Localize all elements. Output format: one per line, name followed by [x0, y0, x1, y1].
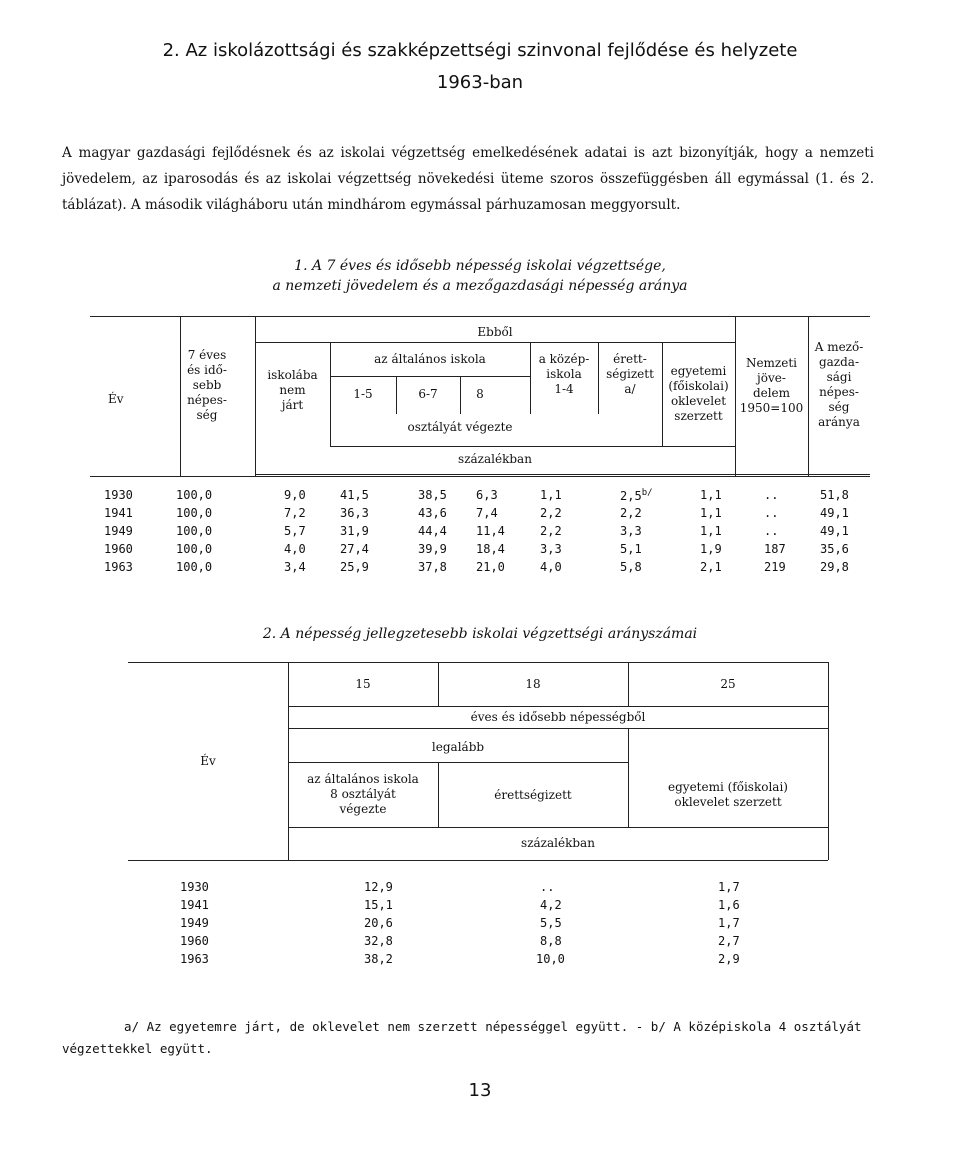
table-cell: 1930 [104, 488, 133, 502]
table-cell: 1,1 [700, 506, 722, 520]
table-cell: 37,8 [418, 560, 447, 574]
table-cell: 1941 [104, 506, 133, 520]
table-cell: 25,9 [340, 560, 369, 574]
table-cell: 10,0 [536, 952, 565, 966]
t1-header-kozep: a közép- iskola 1-4 [538, 352, 590, 396]
table-cell: 2,9 [718, 952, 740, 966]
t2-header-ev: Év [200, 754, 216, 768]
table-cell: 2,2 [540, 524, 562, 538]
table-cell: 9,0 [284, 488, 306, 502]
table-cell: 49,1 [820, 524, 849, 538]
table-cell: 3,3 [540, 542, 562, 556]
table-cell: 29,8 [820, 560, 849, 574]
table-cell: 27,4 [340, 542, 369, 556]
t2-header-egyetemi: egyetemi (főiskolai) oklevelet szerzett [668, 780, 788, 809]
table-cell: 38,5 [418, 488, 447, 502]
table-cell: 2,7 [718, 934, 740, 948]
table-cell: 1960 [180, 934, 209, 948]
table-cell: 49,1 [820, 506, 849, 520]
t1-header-altalanos: az általános iskola [374, 352, 486, 366]
table-cell: 1,7 [718, 916, 740, 930]
table2-caption: 2. A népesség jellegzetesebb iskolai végzettségi arányszámai [262, 626, 698, 642]
table-cell: .. [764, 506, 779, 520]
table-cell: 1,6 [718, 898, 740, 912]
table-cell: 100,0 [176, 524, 213, 538]
table-cell: 1949 [104, 524, 133, 538]
table-cell: 1963 [104, 560, 133, 574]
table-cell: 5,1 [620, 542, 642, 556]
table-cell: 32,8 [364, 934, 393, 948]
table-cell: 8,8 [540, 934, 562, 948]
table1-caption-line2: a nemzeti jövedelem és a mezőgazdasági népesség aránya [272, 278, 688, 294]
table-cell: 35,6 [820, 542, 849, 556]
table-cell: 187 [764, 542, 786, 556]
table-cell: 2,2 [540, 506, 562, 520]
table-cell: 1960 [104, 542, 133, 556]
t1-header-erettsegi: érett- ségizett a/ [606, 352, 654, 396]
table-cell: 2,1 [700, 560, 722, 574]
table-cell: 100,0 [176, 506, 213, 520]
t2-header-altalanos: az általános iskola 8 osztályát végezte [307, 772, 419, 816]
table-cell: 18,4 [476, 542, 505, 556]
table-cell: 36,3 [340, 506, 369, 520]
t2-header-erettsegi: érettségizett [494, 788, 572, 802]
table-cell: 219 [764, 560, 786, 574]
t1-header-8: 8 [476, 387, 484, 401]
table-cell: 15,1 [364, 898, 393, 912]
table-cell: 2,2 [620, 506, 642, 520]
table-cell: 7,4 [476, 506, 498, 520]
table-cell: 1,1 [540, 488, 562, 502]
table-cell: 20,6 [364, 916, 393, 930]
page-number: 13 [468, 1080, 492, 1101]
table-cell: 1949 [180, 916, 209, 930]
intro-paragraph: A magyar gazdasági fejlődésnek és az iskolai végzettség emelkedésének adatai is azt bizonyítják, hogy a nemzeti jövedelem, az iparosodás és az iskolai végzettség növekedési üteme szoros összefüggésben áll egymással (1. és 2. táblázat). A második világháboru után mindhárom egymással párhuzamosan meggyorsult. [62, 145, 874, 213]
table-cell: 3,3 [620, 524, 642, 538]
table-cell: 4,2 [540, 898, 562, 912]
table-cell: 11,4 [476, 524, 505, 538]
table-cell: 7,2 [284, 506, 306, 520]
t2-header-legalabb: legalább [431, 740, 485, 754]
t1-header-nemzeti: Nemzeti jöve- delem 1950=100 [739, 356, 804, 415]
t1-header-pop: 7 éves és idő- sebb népes- ség [187, 348, 227, 422]
table-cell: 100,0 [176, 542, 213, 556]
table-cell: 1941 [180, 898, 209, 912]
table-cell: 39,9 [418, 542, 447, 556]
t1-header-mezo: A mező- gazda- sági népes- ség aránya [814, 340, 864, 429]
table-cell: 1,1 [700, 524, 722, 538]
table-cell: .. [540, 880, 555, 894]
footnote: a/ Az egyetemre járt, de oklevelet nem szerzett népességgel együtt. - b/ A középiskola 4 osztályát végzettekkel együtt. [62, 1019, 862, 1056]
table-cell: 1963 [180, 952, 209, 966]
t2-header-age-18: 18 [525, 677, 541, 691]
t1-header-1-5: 1-5 [353, 387, 373, 401]
table-cell: 4,0 [540, 560, 562, 574]
table-cell: 1,7 [718, 880, 740, 894]
t1-header-egyetemi: egyetemi (főiskolai) oklevelet szerzett [668, 364, 729, 423]
table-cell: 1930 [180, 880, 209, 894]
page-heading: 2. Az iskolázottsági és szakképzettségi szinvonal fejlődése és helyzete [162, 40, 798, 61]
t2-header-szazalek: százalékban [521, 836, 595, 850]
t2-header-eves: éves és idősebb népességből [470, 710, 646, 724]
t1-header-6-7: 6-7 [418, 387, 438, 401]
table-cell: $2,5^{b/}$ [620, 488, 653, 503]
table-cell: 6,3 [476, 488, 498, 502]
table-cell: 5,5 [540, 916, 562, 930]
table1-caption: 1. A 7 éves és idősebb népesség iskolai végzettsége, [294, 258, 666, 274]
table-cell: 31,9 [340, 524, 369, 538]
table-cell: .. [764, 488, 779, 502]
table-cell: 100,0 [176, 560, 213, 574]
t2-header-age-25: 25 [720, 677, 736, 691]
t1-header-szazalek: százalékban [458, 452, 532, 466]
table-cell: 1,9 [700, 542, 722, 556]
table-cell: 44,4 [418, 524, 447, 538]
t2-header-age-15: 15 [355, 677, 371, 691]
table-cell: 41,5 [340, 488, 369, 502]
table-cell: 51,8 [820, 488, 849, 502]
table-cell: 5,8 [620, 560, 642, 574]
table-cell: 12,9 [364, 880, 393, 894]
t1-header-ev: Év [108, 392, 124, 406]
table-cell: 43,6 [418, 506, 447, 520]
page-heading-year: 1963-ban [436, 72, 524, 93]
t1-header-ebbol: Ebből [477, 325, 513, 339]
table-cell: 38,2 [364, 952, 393, 966]
t1-header-nem-jart: iskolába nem járt [267, 368, 318, 412]
table-cell: 3,4 [284, 560, 306, 574]
table-cell: 100,0 [176, 488, 213, 502]
table-cell: .. [764, 524, 779, 538]
table-cell: 21,0 [476, 560, 505, 574]
table-cell: 5,7 [284, 524, 306, 538]
table-cell: 4,0 [284, 542, 306, 556]
table-cell: 1,1 [700, 488, 722, 502]
t1-header-osztaly: osztályát végezte [407, 420, 513, 434]
